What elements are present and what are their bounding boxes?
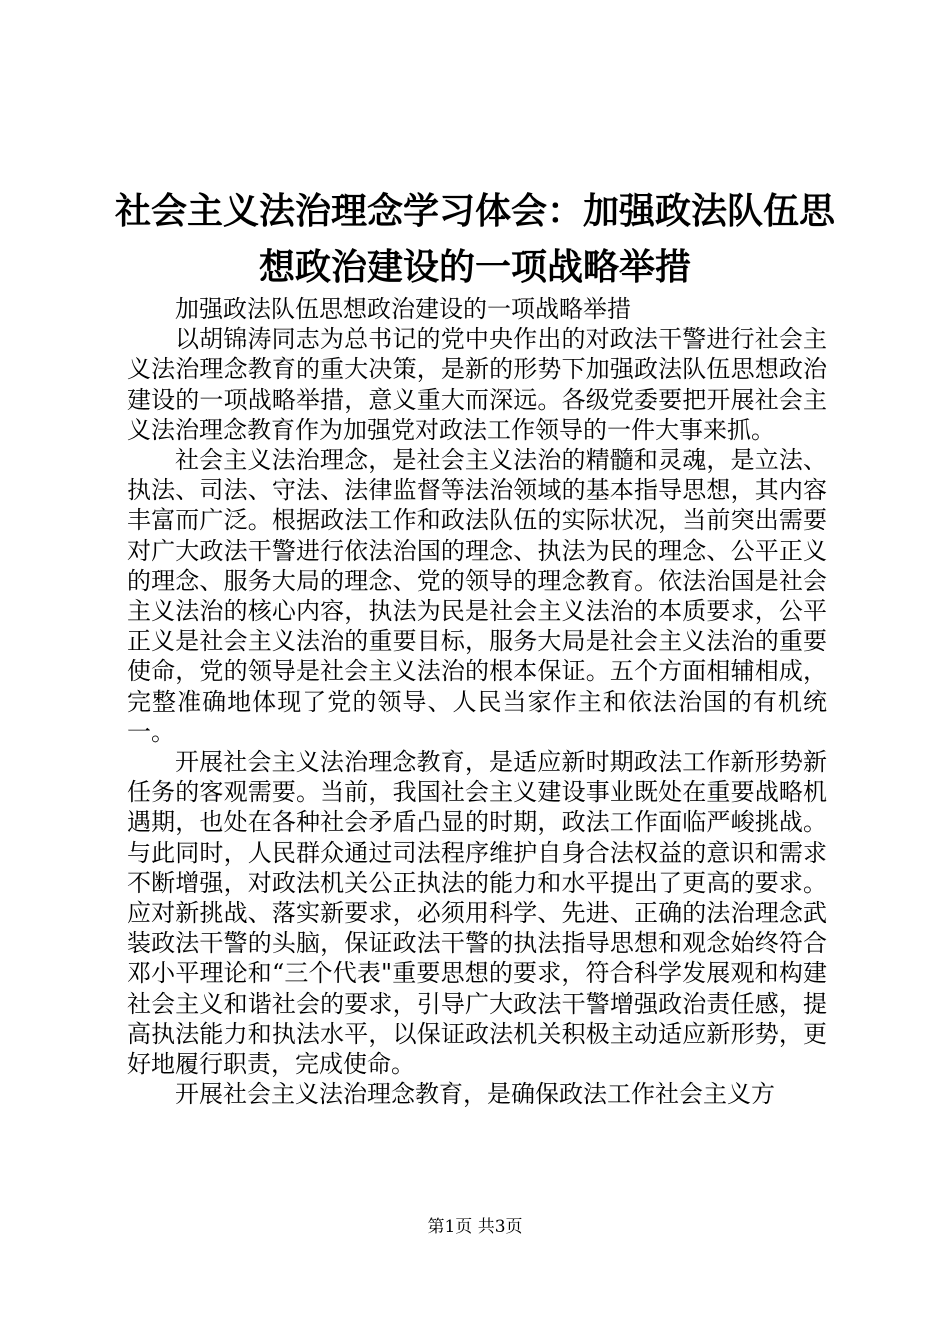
paragraph: 开展社会主义法治理念教育，是适应新时期政法工作新形势新任务的客观需要。当前，我国社会主义建设事业既处在重要战略机遇期，也处在各种社会矛盾凸显的时期，政法工作面临严峻挑战。与此同时，人民群众通过司法程序维护自身合法权益的意识和需求不断增强，对政法机关公正执法的能力和水平提出了更高的要求。应对新挑战、落实新要求，必须用科学、先进、正确的法治理念武装政法干警的头脑，保证政法干警的执法指导思想和观念始终符合邓小平理论和“三个代表"重要思想的要求，符合科学发展观和构建社会主义和谐社会的要求，引导广大政法干警增强政治责任感，提高执法能力和执法水平，以保证政法机关积极主动适应新形势，更好地履行职责，完成使命。 bbox=[127, 748, 827, 1079]
page-footer: 第1页 共3页 bbox=[427, 1217, 523, 1237]
paragraph: 以胡锦涛同志为总书记的党中央作出的对政法干警进行社会主义法治理念教育的重大决策，是新的形势下加强政法队伍思想政治建设的一项战略举措，意义重大而深远。各级党委要把开展社会主义法治理念教育作为加强党对政法工作领导的一件大事来抓。 bbox=[127, 325, 827, 444]
paragraph: 开展社会主义法治理念教育，是确保政法工作社会主义方 bbox=[175, 1080, 775, 1109]
paragraph: 社会主义法治理念，是社会主义法治的精髓和灵魂，是立法、执法、司法、守法、法律监督等法治领域的基本指导思想，其内容丰富而广泛。根据政法工作和政法队伍的实际状况，当前突出需要对广大政法干警进行依法治国的理念、执法为民的理念、公平正义的理念、服务大局的理念、党的领导的理念教育。依法治国是社会主义法治的核心内容，执法为民是社会主义法治的本质要求，公平正义是社会主义法治的重要目标，服务大局是社会主义法治的重要使命，党的领导是社会主义法治的根本保证。五个方面相辅相成，完整准确地体现了党的领导、人民当家作主和依法治国的有机统一。 bbox=[127, 446, 827, 746]
document-body bbox=[127, 294, 827, 1109]
paragraph-subtitle: 加强政法队伍思想政治建设的一项战略举措 bbox=[175, 295, 631, 323]
document-title: 社会主义法治理念学习体会：加强政法队伍思想政治建设的一项战略举措 bbox=[114, 190, 835, 288]
